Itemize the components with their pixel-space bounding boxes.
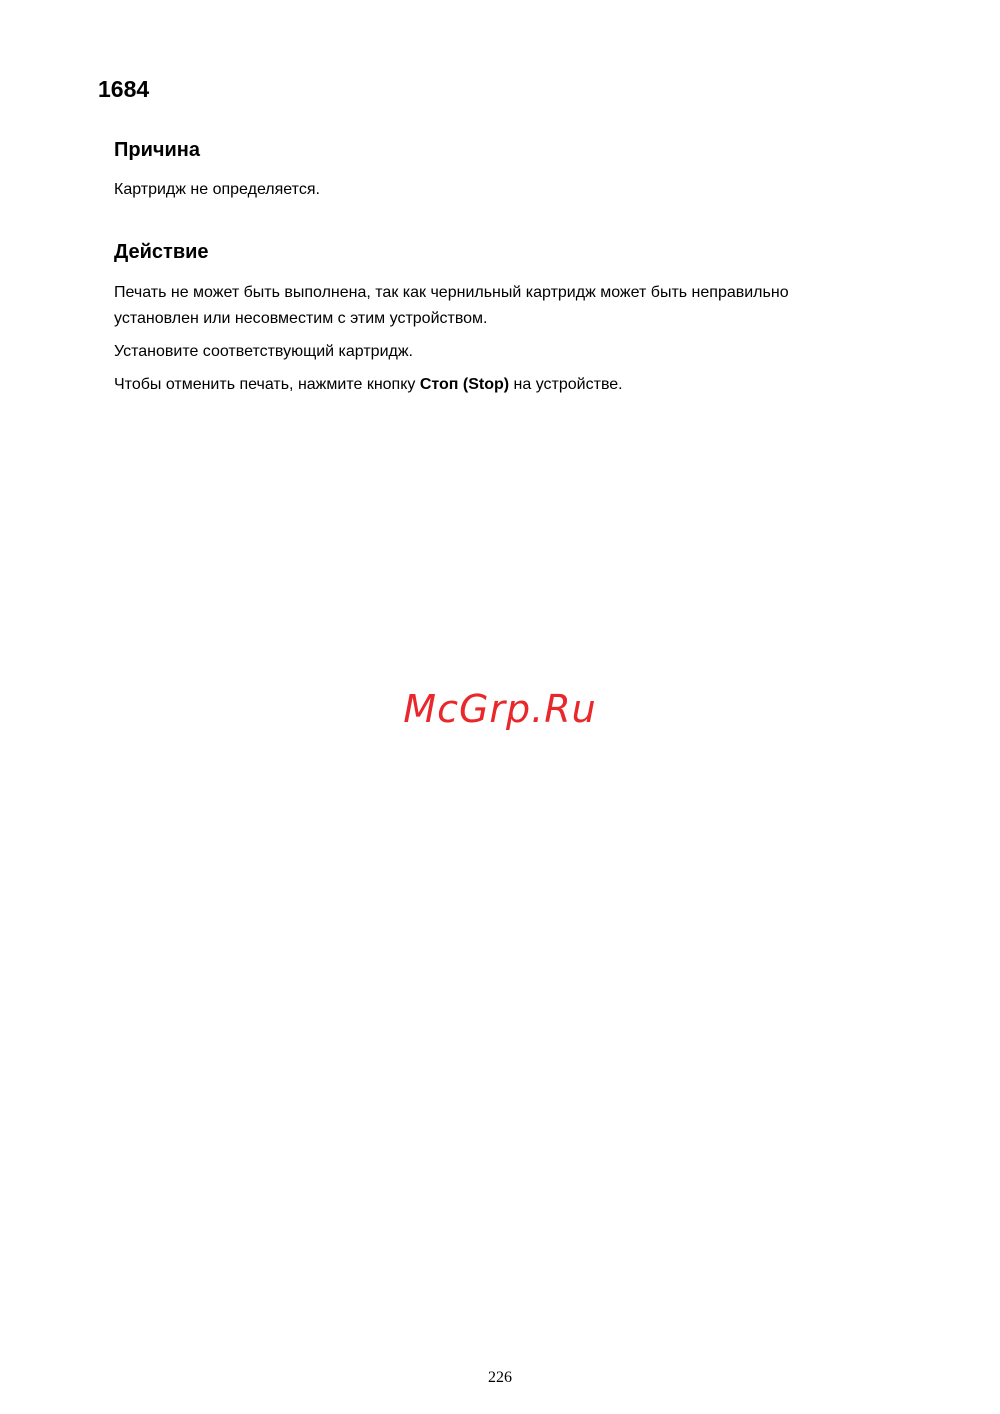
cause-text: Картридж не определяется. (114, 181, 320, 198)
watermark-logo: McGrp.Ru (403, 687, 597, 731)
action-heading: Действие (114, 241, 209, 263)
action-paragraph-3-text-after: на устройстве. (509, 376, 623, 393)
action-paragraph-3 (114, 372, 874, 398)
action-paragraph-1: Печать не может быть выполнена, так как чернильный картридж может быть неправильно установлен или несовместим с этим устройством. (114, 284, 789, 327)
action-paragraph-2: Установите соответствующий картридж. (114, 343, 413, 360)
stop-button-label: Стоп (Stop) (419, 376, 510, 393)
error-code-title: 1684 (98, 76, 150, 102)
cause-heading: Причина (114, 139, 200, 161)
page-number: 226 (488, 1369, 512, 1386)
action-paragraph-3-text-before: Чтобы отменить печать, нажмите кнопку (114, 376, 420, 393)
